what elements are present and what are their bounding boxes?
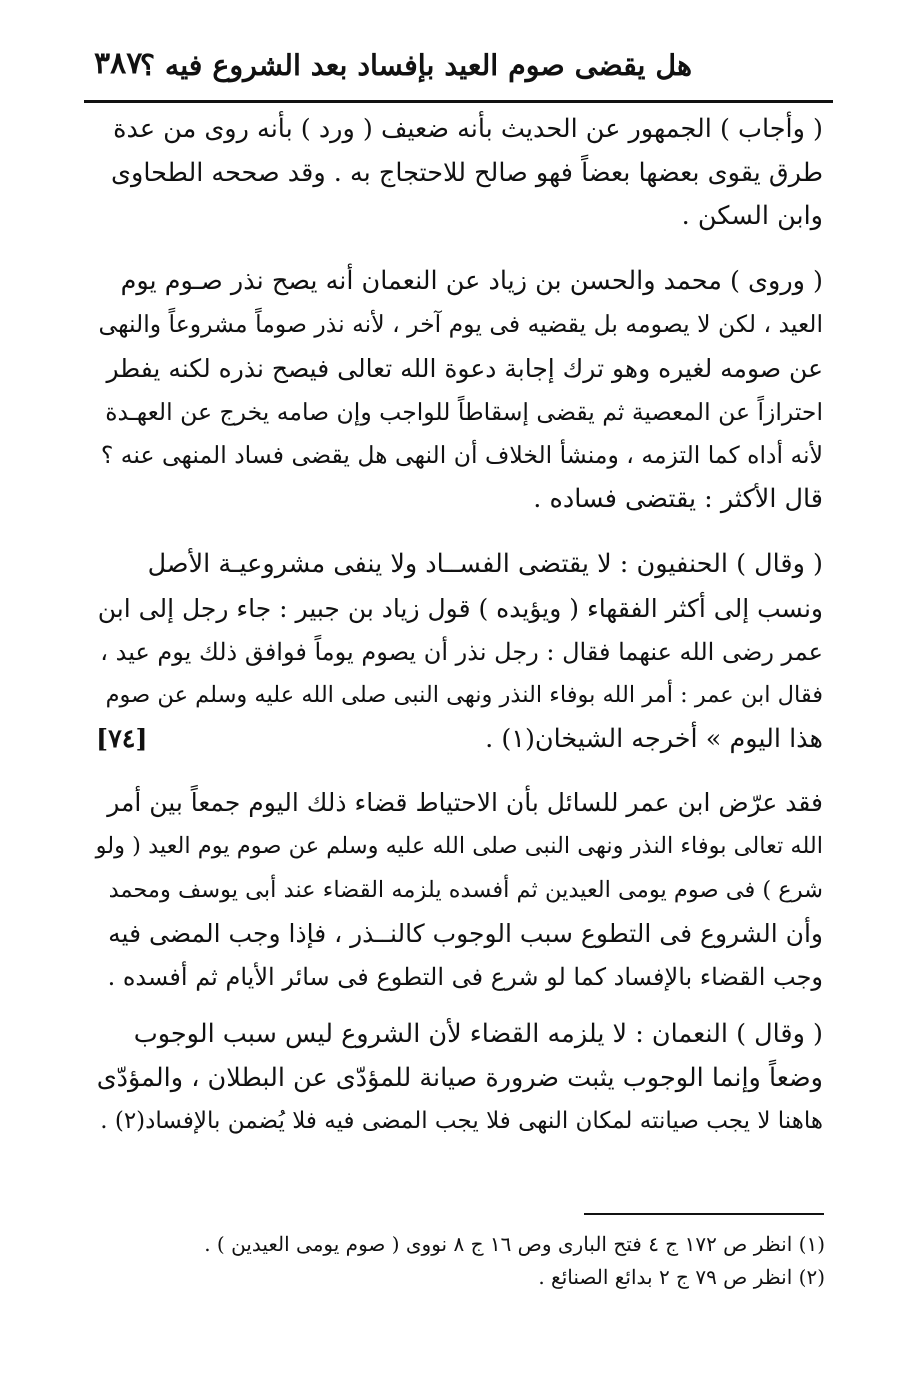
text-line: وابن السكن . [681, 201, 823, 232]
text-line: هاهنا لا يجب صيانته لمكان النهى فلا يجب المضى فيه فلا يُضمن بالإفساد(٢) . [100, 1108, 823, 1135]
text-line: هذا اليوم » أخرجه الشيخان(١) . [485, 723, 823, 754]
text-line: ونسب إلى أكثر الفقهاء ( ويؤيده ) قول زياد بن جبير : جاء رجل إلى ابن [97, 593, 823, 623]
text-line: عن صومه لغيره وهو ترك إجابة دعوة الله تعالى فيصح نذره لكنه يفطر [106, 353, 823, 383]
text-line: احترازاً عن المعصية ثم يقضى إسقاطاً للواجب وإن صامه يخرج عن العهـدة [105, 397, 823, 426]
paragraph-hanafi-view [96, 543, 823, 761]
header-rule [84, 100, 833, 103]
footnote: (٢) انظر ص ٧٩ ج ٢ بدائع الصنائع . [538, 1265, 825, 1289]
paragraph-jumhur-reply [96, 108, 823, 239]
page-number: ٣٨٧ [94, 46, 143, 81]
text-line: العيد ، لكن لا يصومه بل يقضيه فى يوم آخر ، لأنه نذر صوماً مشروعاً والنهى [98, 310, 823, 339]
text-line: وأن الشروع فى التطوع سبب الوجوب كالنــذر ، فإذا وجب المضى فيه [108, 919, 823, 949]
header-title: هل يقضى صوم العيد بإفساد بعد الشروع فيه ؟ [139, 48, 692, 82]
text-line: وضعاً وإنما الوجوب يثبت ضرورة صيانة للمؤدّى عن البطلان ، والمؤدّى [96, 1062, 823, 1093]
text-line: فقد عرّض ابن عمر للسائل بأن الاحتياط قضاء ذلك اليوم جمعاً بين أمر [107, 788, 823, 818]
text-line: ( وقال ) الحنفيون : لا يقتضى الفســاد ولا ينفى مشروعيـة الأصل [147, 549, 823, 580]
footnote: (١) انظر ص ١٧٢ ج ٤ فتح البارى وص ١٦ ج ٨ نووى ( صوم يومى العيدين ) . [204, 1232, 825, 1256]
text-line: وجب القضاء بالإفساد كما لو شرع فى التطوع فى سائر الأيام ثم أفسده . [107, 962, 823, 991]
paragraph-nadhr-eid [96, 260, 823, 522]
text-line: ( وأجاب ) الجمهور عن الحديث بأنه ضعيف ( ورد ) بأنه روى من عدة [113, 114, 823, 144]
text-line: فقال ابن عمر : أمر الله بوفاء النذر ونهى النبى صلى الله عليه وسلم عن صوم [105, 682, 823, 709]
text-line-with-hadith-number [96, 718, 823, 762]
text-line: الله تعالى بوفاء النذر ونهى النبى صلى الله عليه وسلم عن صوم يوم العيد ( ولو [95, 832, 823, 859]
paragraph-ibn-umar [96, 781, 823, 999]
hadith-number: [٧٤] [96, 723, 148, 754]
text-line: ( وروى ) محمد والحسن بن زياد عن النعمان أنه يصح نذر صـوم يوم [120, 265, 823, 296]
text-line: لأنه أداه كما التزمه ، ومنشأ الخلاف أن النهى هل يقضى فساد المنهى عنه ؟ [100, 441, 823, 470]
running-header [86, 40, 832, 94]
text-line: طرق يقوى بعضها بعضاً فهو صالح للاحتجاج به . وقد صححه الطحاوى [111, 157, 823, 188]
text-line: قال الأكثر : يقتضى فساده . [533, 483, 823, 514]
footnotes [125, 1228, 825, 1294]
body-text [96, 108, 823, 1165]
text-line: عمر رضى الله عنهما فقال : رجل نذر أن يصوم يوماً فوافق ذلك يوم عيد ، [100, 637, 823, 666]
footnote-rule [584, 1213, 824, 1215]
paragraph-numan-view [96, 1013, 823, 1144]
text-line: شرع ) فى صوم يومى العيدين ثم أفسده يلزمه القضاء عند أبى يوسف ومحمد [108, 876, 823, 903]
text-line: ( وقال ) النعمان : لا يلزمه القضاء لأن الشروع ليس سبب الوجوب [133, 1019, 823, 1050]
